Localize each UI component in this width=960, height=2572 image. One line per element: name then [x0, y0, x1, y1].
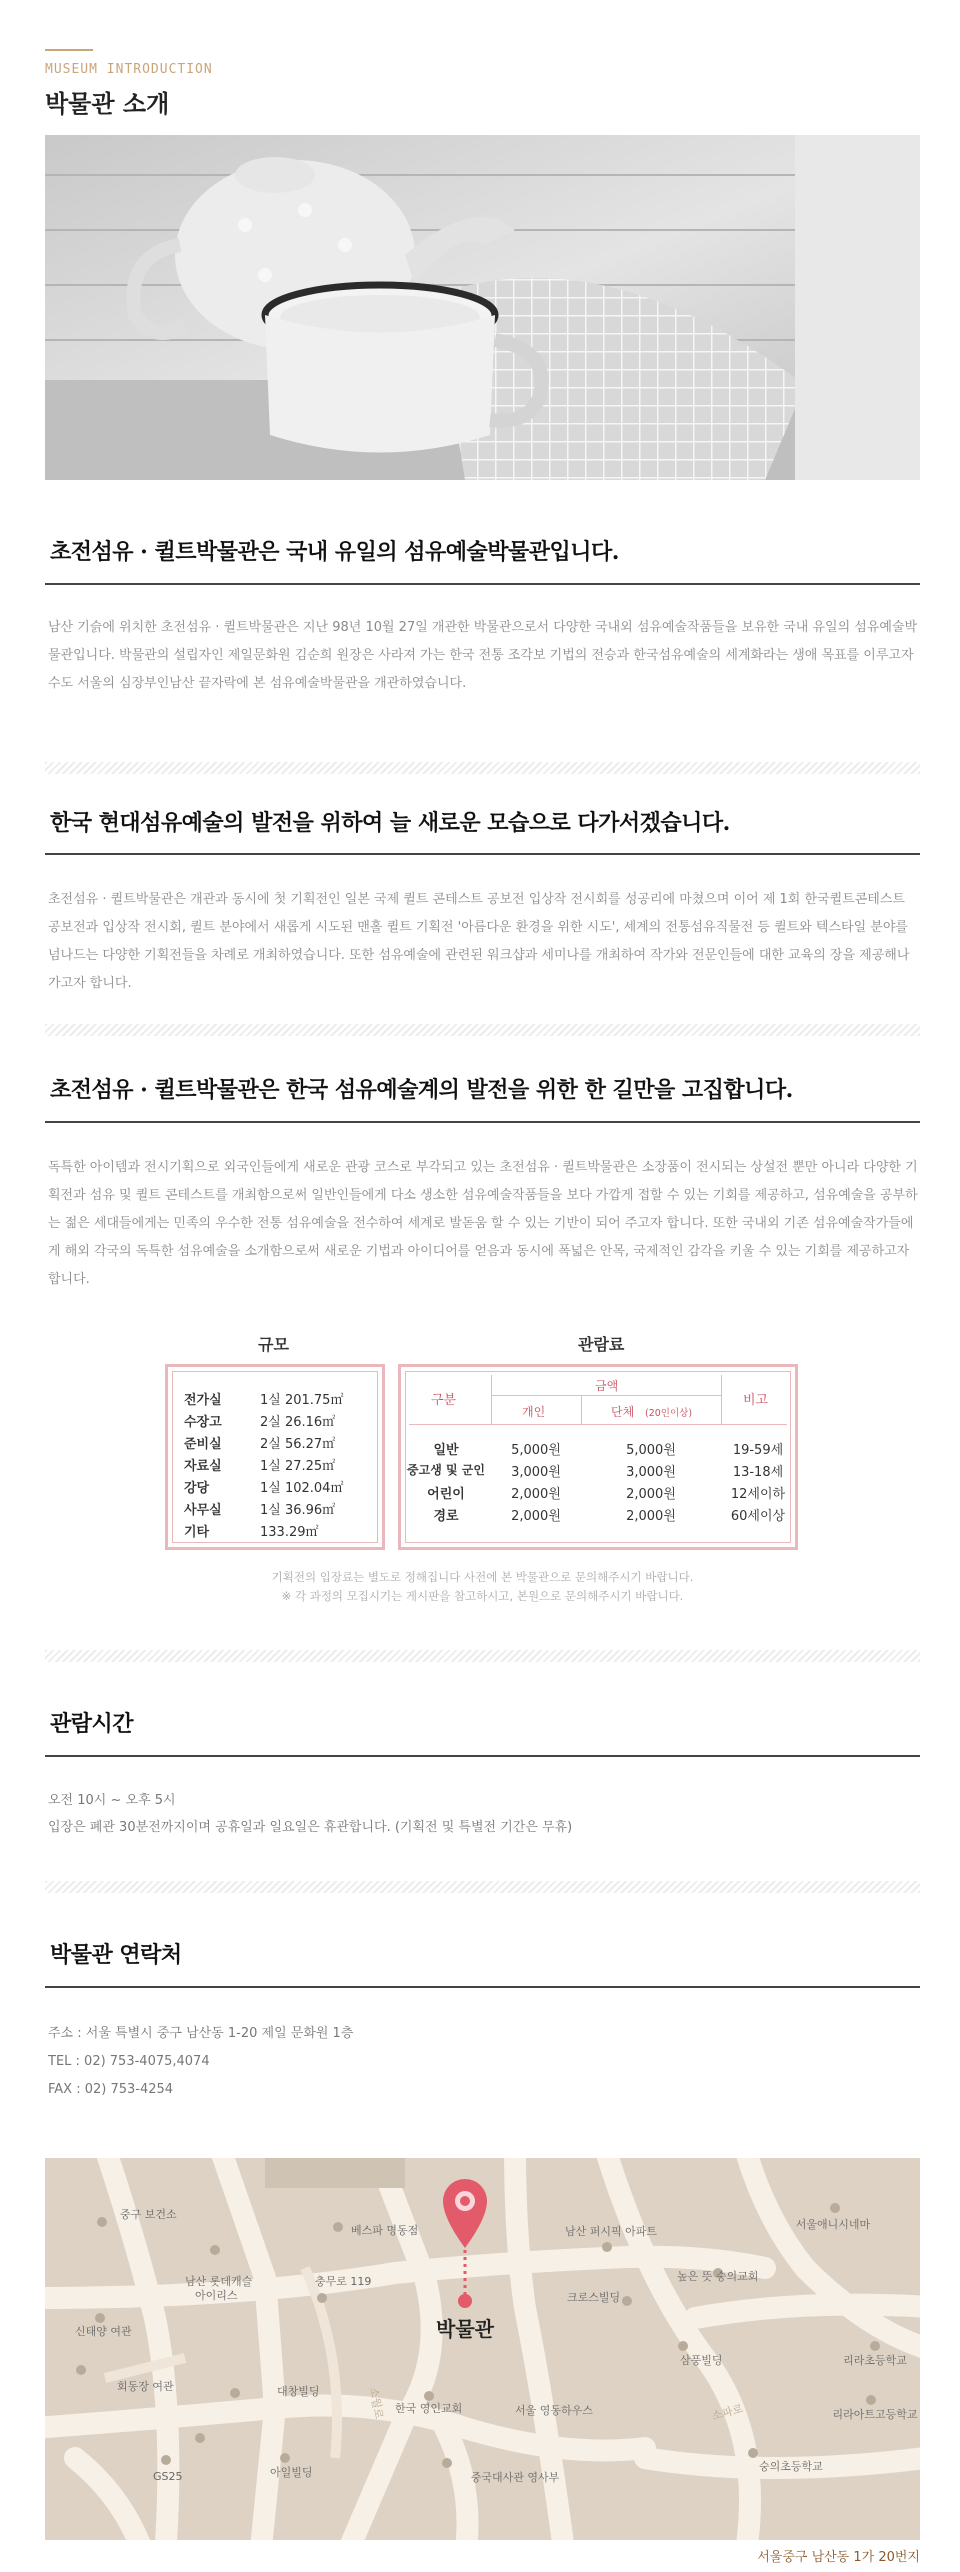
- svg-text:크로스빌딩: 크로스빌딩: [567, 2291, 621, 2304]
- svg-text:숭의초등학교: 숭의초등학교: [759, 2460, 823, 2473]
- contact-title: 박물관 연락처: [50, 1942, 182, 1968]
- svg-text:높은 뜻 숭의교회: 높은 뜻 숭의교회: [677, 2270, 759, 2283]
- contact-rule: [45, 1986, 920, 1988]
- svg-text:중국대사관 영사부: 중국대사관 영사부: [470, 2471, 560, 2484]
- svg-text:서울애니시네마: 서울애니시네마: [795, 2218, 871, 2231]
- teapot-cup-photo: [45, 135, 920, 480]
- fee-col-type: 구분: [431, 1393, 457, 1408]
- svg-text:아일빌딩: 아일빌딩: [270, 2466, 313, 2479]
- table-note: ※ 각 과정의 모집시기는 게시판을 참고하시고, 본원으로 문의해주시기 바랍니다.: [281, 1589, 684, 1603]
- page-eyebrow: MUSEUM INTRODUCTION: [45, 62, 213, 77]
- fee-col-group-note: (20인이상): [645, 1408, 693, 1419]
- section1-rule: [45, 583, 920, 585]
- section1-title: 초전섬유 · 퀼트박물관은 국내 유일의 섬유예술박물관입니다.: [50, 539, 619, 565]
- section3-title: 초전섬유 · 퀼트박물관은 한국 섬유예술계의 발전을 위한 한 길만을 고집합니다.: [50, 1077, 793, 1103]
- svg-text:베스파 명동점: 베스파 명동점: [351, 2224, 419, 2237]
- location-map[interactable]: [45, 2158, 920, 2540]
- section-divider: [45, 762, 920, 774]
- svg-text:남산 롯데캐슬: 남산 롯데캐슬: [185, 2275, 253, 2288]
- contact-address: 주소 : 서울 특별시 중구 남산동 1-20 제일 문화원 1층: [48, 2026, 354, 2041]
- svg-text:회동장 여관: 회동장 여관: [117, 2380, 174, 2393]
- table-note: 기획전의 입장료는 별도로 정해집니다 사전에 본 박물관으로 문의해주시기 바랍니다.: [271, 1570, 694, 1584]
- svg-text:대창빌딩: 대창빌딩: [277, 2385, 320, 2398]
- svg-text:서울 영동하우스: 서울 영동하우스: [515, 2404, 593, 2417]
- svg-text:리라아트고등학교: 리라아트고등학교: [832, 2408, 918, 2421]
- section-divider: [45, 1881, 920, 1893]
- svg-text:충무로 119: 충무로 119: [315, 2275, 372, 2288]
- svg-text:중구 보건소: 중구 보건소: [120, 2208, 177, 2221]
- section2-rule: [45, 853, 920, 855]
- svg-text:리라초등학교: 리라초등학교: [843, 2354, 907, 2367]
- contact-fax: FAX : 02) 753-4254: [48, 2082, 174, 2097]
- section3-rule: [45, 1121, 920, 1123]
- eyebrow-line: [45, 49, 93, 51]
- page-title: 박물관 소개: [45, 90, 170, 118]
- svg-text:아이리스: 아이리스: [195, 2289, 238, 2302]
- size-table: 전가실 1실 201.75㎡ 수장고 2실 26.16㎡ 준비실 2실 56.27㎡ 자료실 1실 27.25㎡ 강당 1실 102.04㎡ 사무실 1실 36.96㎡ 기타 133.29㎡: [165, 1364, 385, 1550]
- section2-paragraph: 초전섬유 · 퀼트박물관은 개관과 동시에 첫 기획전인 일본 국제 퀼트 콘테스트 공보전 입상작 전시회를 성공리에 마쳤으며 이어 제 1회 한국퀼트콘테스트 공보전과 입상작 전시회, 퀼트 분야에서 새롭게 시도된 맨홀 퀼트 기획전 '아름다운 환경을 위한 시도', 세계의 전통섬유직물전 등 퀼트와 텍스타일 분야를 넘나드는 다양한 기획전들을 차례로 개최하였습니다. 또한 섬유예술에 관련된 워크샵과 세미나를 개최하여 작가와 전문인들에 대한 교육의 장을 제공해나가고자 합니다.: [48, 892, 910, 991]
- fee-col-group: 단체: [611, 1405, 635, 1419]
- hours-rule: [45, 1755, 920, 1757]
- svg-text:남산 퍼시픽 아파트: 남산 퍼시픽 아파트: [565, 2225, 658, 2238]
- hours-title: 관람시간: [50, 1711, 134, 1737]
- size-table-heading: 규모: [258, 1335, 289, 1354]
- section3-paragraph: 독특한 아이템과 전시기획으로 외국인들에게 새로운 관광 코스로 부각되고 있는 초전섬유 · 퀼트박물관은 소장품이 전시되는 상설전 뿐만 아니라 다양한 기획전과 섬유 및 퀼트 콘테스트를 개최함으로써 일반인들에게 다소 생소한 섬유예술작품들을 보다 가깝게 접할 수 있는 기회를 제공하고, 섬유예술을 공부하는 젊은 세대들에게는 민족의 우수한 전통 섬유예술을 전수하여 세계로 발돋움 할 수 있는 기반이 되어 주고자 합니다. 또한 국내외 기존 섬유예술작가들에게 해외 각국의 독특한 섬유예술을 소개함으로써 새로운 기법과 아이디어를 얻음과 동시에 폭넓은 안목, 국제적인 감각을 키울 수 있는 기회를 제공하고자 합니다.: [48, 1160, 918, 1287]
- fee-col-amount: 금액: [595, 1379, 619, 1393]
- svg-text:한국 영인교회: 한국 영인교회: [395, 2402, 463, 2415]
- section-divider: [45, 1650, 920, 1662]
- svg-text:소파로: 소파로: [710, 2402, 745, 2423]
- hero-image: [45, 135, 920, 480]
- svg-text:GS25: GS25: [153, 2470, 183, 2483]
- svg-text:박물관: 박물관: [436, 2317, 494, 2341]
- contact-tel: TEL : 02) 753-4075,4074: [48, 2054, 210, 2069]
- fee-table-heading: 관람료: [578, 1335, 625, 1354]
- map-caption: 서울중구 남산동 1가 20번지: [757, 2550, 920, 2565]
- fee-col-note: 비고: [743, 1393, 769, 1408]
- section1-paragraph: 남산 기슭에 위치한 초전섬유 · 퀼트박물관은 지난 98년 10월 27일 개관한 박물관으로서 다양한 국내외 섬유예술작품들을 보유한 국내 유일의 섬유예술박물관입니다. 박물관의 설립자인 제일문화원 김순희 원장은 사라져 가는 한국 전통 조각보 기법의 전승과 한국섬유예술의 세계화라는 생애 목표를 이루고자 수도 서울의 심장부인남산 끝자락에 본 섬유예술박물관을 개관하였습니다.: [48, 620, 918, 691]
- fee-table: 구분 금액 개인 단체 (20인이상) 비고 일반 5,000원 5,000원 19-59세 중고생 및 군인 3,000원 3,000원 13-18세 어린이 2,000원 2,000원 12세이하 경로 2,000원 2,000원 60세이상: [398, 1364, 798, 1550]
- fee-col-individual: 개인: [522, 1405, 546, 1419]
- section2-title: 한국 현대섬유예술의 발전을 위하여 늘 새로운 모습으로 다가서겠습니다.: [50, 810, 730, 836]
- svg-text:신태양 여관: 신태양 여관: [75, 2325, 132, 2338]
- svg-text:삼풍빌딩: 삼풍빌딩: [680, 2354, 723, 2367]
- svg-text:소월로: 소월로: [367, 2386, 386, 2420]
- section-divider: [45, 1024, 920, 1036]
- hours-line: 입장은 폐관 30분전까지이며 공휴일과 일요일은 휴관합니다. (기획전 및 특별전 기간은 무휴): [48, 1820, 573, 1835]
- hours-line: 오전 10시 ~ 오후 5시: [48, 1793, 176, 1808]
